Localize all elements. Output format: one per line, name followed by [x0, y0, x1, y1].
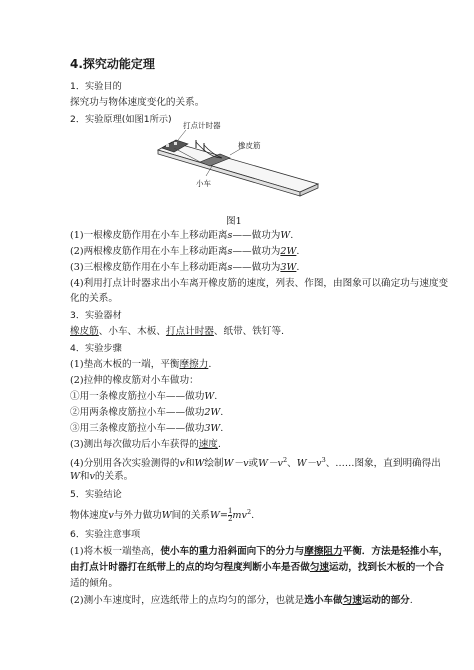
section-heading-conclusion: 5．实验结论 — [70, 489, 122, 500]
section-heading-equipment: 3．实验器材 — [70, 310, 122, 321]
step-keyword-friction: 摩擦力 — [179, 359, 209, 370]
symbol-v: v — [89, 471, 95, 482]
punct: 、 — [287, 458, 297, 470]
equipment-text-part: 、纸带、铁钉等. — [213, 326, 285, 337]
page-title: 4.探究动能定理 — [70, 57, 155, 71]
conclusion-part: 间的关系 — [171, 510, 211, 522]
formula-w-v3: W－v — [296, 458, 322, 470]
step-text: ③用三条橡皮筋拉小车——做功 — [70, 423, 205, 434]
note-text: (1)将木板一端垫高， — [70, 546, 161, 557]
punct: . — [296, 246, 300, 257]
step-4-line2 — [70, 470, 133, 483]
section-heading-principle: 2．实验原理(如图1所示) — [70, 114, 172, 125]
section-heading-steps: 4．实验步骤 — [70, 343, 122, 354]
step-text: 和 — [184, 458, 195, 470]
punct: . — [208, 359, 212, 370]
step-keyword-speed: 速度 — [198, 439, 218, 450]
note-text: (2)测小车速度时，应选纸带上的点均匀的部分，也就是 — [70, 595, 305, 606]
note-keyword-uniform: 匀速 — [309, 562, 330, 573]
step-2: (2)拉伸的橡皮筋对小车做功： — [70, 375, 199, 386]
symbol-s: s — [227, 230, 233, 241]
symbol-w: W — [161, 510, 172, 522]
principle-text: ——做功为 — [232, 246, 281, 257]
conclusion-part: 与外力做功 — [113, 510, 162, 522]
principle-text: (2)两根橡皮筋作用在小车上移动距离 — [70, 246, 228, 257]
note-bold-text: 运动的部分 — [361, 595, 410, 606]
leader-line — [178, 130, 186, 140]
punct: . — [296, 262, 300, 273]
formula-w-v2: W－v — [258, 458, 283, 470]
step-2-sub-3 — [70, 422, 223, 435]
conclusion-text — [70, 506, 254, 523]
equals-sign: = — [219, 510, 228, 522]
step-text: 的关系。 — [94, 471, 134, 482]
principle-text: (1)一根橡皮筋作用在小车上移动距离 — [70, 230, 228, 241]
symbol-w: W — [70, 471, 80, 482]
symbol-v: v — [108, 510, 114, 522]
step-2-sub-2 — [70, 406, 223, 419]
punct: . — [290, 230, 294, 241]
step-text: (1)垫高木板的一端，平衡 — [70, 359, 180, 370]
punct: . — [220, 423, 224, 434]
label-timer: 打点计时器 — [183, 121, 221, 130]
exponent: 2 — [282, 456, 288, 464]
symbol-2w: 2W — [280, 246, 297, 257]
equipment-rubber-band: 橡皮筋 — [70, 326, 99, 337]
symbol-s: s — [227, 262, 233, 273]
note-1-line1 — [70, 545, 448, 558]
punct: . — [251, 510, 255, 522]
note-2 — [70, 594, 413, 607]
symbol-w: W — [194, 458, 205, 470]
principle-item-4-line1: (4)利用打点计时器求出小车离开橡皮筋的速度，列表、作图，由图象可以确定功与速度变 — [70, 278, 449, 289]
symbol-3w: 3W — [280, 262, 297, 273]
section-heading-notes: 6．实验注意事项 — [70, 529, 141, 540]
purpose-text: 探究功与物体速度变化的关系。 — [70, 97, 205, 108]
principle-item-3 — [70, 261, 299, 274]
formula-mv: mv — [232, 510, 247, 522]
note-bold-text: 运动，找到长木板的一个合 — [329, 562, 445, 573]
principle-text: (3)三根橡皮筋作用在小车上移动距离 — [70, 262, 228, 273]
exponent: 2 — [246, 508, 252, 516]
note-bold-text: 使小车的重力沿斜面向下的分力与 — [160, 546, 305, 557]
symbol-2w: 2W — [204, 407, 221, 418]
conclusion-part: 物体速度 — [70, 510, 109, 522]
punct: . — [214, 391, 218, 402]
equipment-text — [70, 325, 284, 338]
step-text: ②用两条橡皮筋拉小车——做功 — [70, 407, 205, 418]
label-rubber-band: 橡皮筋 — [238, 141, 261, 150]
fraction-numerator: 1 — [227, 507, 233, 516]
symbol-w: W — [210, 510, 220, 522]
symbol-w: W — [204, 391, 215, 402]
note-1-line3: 适的倾角。 — [70, 578, 118, 589]
apparatus-figure — [150, 118, 325, 217]
step-1 — [70, 358, 211, 371]
step-text: 或 — [248, 458, 259, 470]
step-text: 、……图象，直到明确得出 — [325, 458, 441, 470]
note-bold-text: 选小车做 — [304, 595, 343, 606]
step-4-line1 — [70, 454, 441, 470]
step-text: (4)分别用各次实验测得的 — [70, 458, 180, 470]
principle-item-2 — [70, 245, 299, 258]
label-cart: 小车 — [196, 179, 211, 188]
step-text: 绘制 — [204, 458, 224, 470]
timer-knob — [166, 144, 169, 147]
note-keyword-uniform: 匀速 — [342, 595, 362, 606]
exponent: 3 — [321, 456, 326, 464]
note-keyword-friction: 摩擦阻力 — [304, 546, 343, 557]
principle-item-1 — [70, 229, 293, 242]
formula-w-v: W－v — [223, 458, 249, 470]
step-3 — [70, 438, 221, 451]
figure-caption: 图1 — [226, 216, 242, 227]
punct: . — [409, 595, 413, 606]
symbol-3w: 3W — [204, 423, 221, 434]
note-1-line2 — [70, 561, 444, 574]
punct: . — [217, 439, 221, 450]
step-text: 和 — [79, 471, 90, 482]
principle-text: ——做功为 — [232, 262, 281, 273]
timer-knob — [174, 142, 177, 145]
section-heading-purpose: 1．实验目的 — [70, 81, 122, 92]
symbol-s: s — [227, 246, 233, 257]
fraction-denominator: 2 — [227, 515, 233, 524]
step-2-sub-1 — [70, 390, 217, 403]
note-bold-text: 平衡．方法是轻推小车， — [342, 546, 449, 557]
symbol-v: v — [179, 458, 185, 470]
equipment-text-part: 、小车、木板、 — [98, 326, 166, 337]
principle-text: ——做功为 — [232, 230, 281, 241]
symbol-w: W — [280, 230, 291, 241]
step-text: (3)测出每次做功后小车获得的 — [70, 439, 199, 450]
punct: . — [220, 407, 224, 418]
note-bold-text: 由打点计时器打在纸带上的点的均匀程度判断小车是否做 — [70, 562, 310, 573]
principle-item-4-line2: 化的关系。 — [70, 293, 118, 304]
step-text: ①用一条橡皮筋拉小车——做功 — [70, 391, 205, 402]
equipment-timer: 打点计时器 — [165, 326, 214, 337]
apparatus-diagram — [150, 118, 325, 213]
